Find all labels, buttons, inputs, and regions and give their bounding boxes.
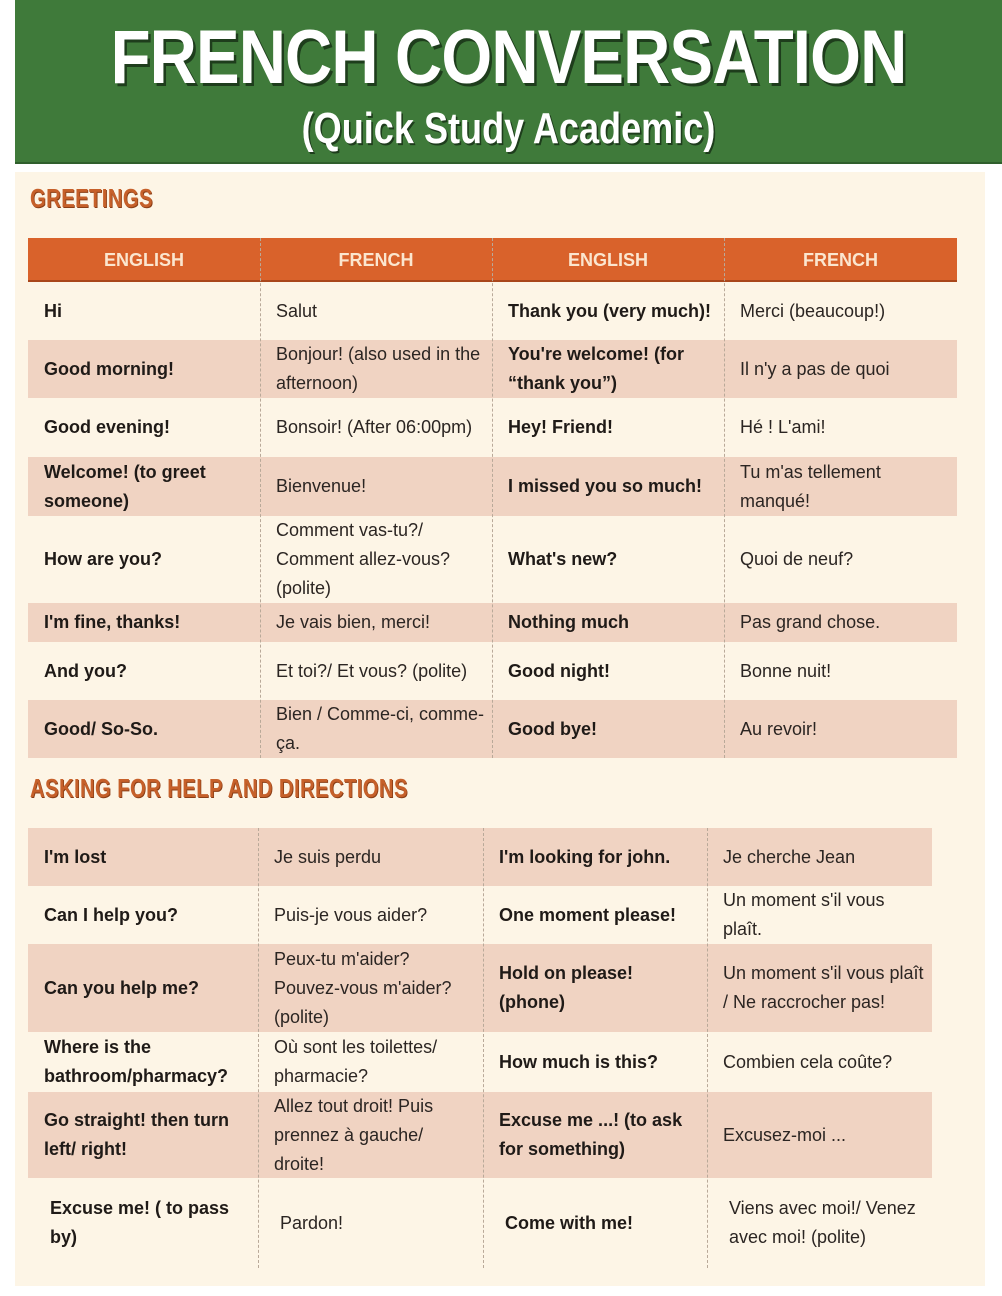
title-banner	[15, 0, 1002, 164]
french-phrase: Il n'y a pas de quoi	[740, 358, 890, 379]
english-phrase: Go straight! then turn left/ right!	[44, 1110, 229, 1159]
english-phrase: Can I help you?	[44, 904, 179, 925]
column-divider	[483, 828, 484, 1268]
english-phrase: Where is the bathroom/pharmacy?	[44, 1037, 229, 1086]
english-phrase: I'm looking for john.	[499, 846, 671, 867]
english-phrase: Good night!	[508, 660, 610, 681]
english-phrase: One moment please!	[499, 904, 677, 925]
french-phrase: Bonsoir! (After 06:00pm)	[276, 417, 473, 437]
page-title: FRENCH CONVERSATION	[110, 15, 907, 100]
french-phrase: Excusez-moi ...	[723, 1124, 847, 1145]
header-french-1: FRENCH	[338, 250, 414, 270]
english-phrase: Excuse me ...! (to ask for something)	[499, 1110, 683, 1159]
english-phrase: Good morning!	[44, 358, 174, 379]
english-phrase: I missed you so much!	[508, 476, 703, 496]
french-phrase: Combien cela coûte?	[723, 1051, 893, 1072]
greetings-table	[28, 238, 957, 758]
french-phrase: Un moment s'il vous plaît.	[723, 890, 885, 939]
english-phrase: Hey! Friend!	[508, 417, 614, 437]
english-phrase: I'm lost	[44, 846, 107, 867]
table-row	[28, 828, 932, 886]
french-phrase: Comment vas-tu?/ Comment allez-vous? (polite)	[276, 520, 451, 598]
column-divider	[707, 828, 708, 1268]
english-phrase: Thank you (very much)!	[508, 300, 712, 321]
french-phrase: Où sont les toilettes/ pharmacie?	[274, 1037, 438, 1086]
english-phrase: Good evening!	[44, 417, 170, 437]
french-phrase: Allez tout droit! Puis prennez à gauche/ droite!	[274, 1095, 434, 1174]
column-divider	[260, 238, 261, 758]
english-phrase: Hi	[44, 300, 62, 321]
french-phrase: Bien / Comme-ci, comme-ça.	[276, 704, 485, 753]
column-divider	[492, 238, 493, 758]
table-row	[28, 944, 932, 1032]
french-phrase: Tu m'as tellement manqué!	[740, 461, 881, 511]
column-divider	[724, 238, 725, 758]
french-phrase: Et toi?/ Et vous? (polite)	[276, 660, 468, 681]
column-divider	[258, 828, 259, 1268]
english-phrase: What's new?	[508, 549, 618, 569]
french-phrase: Merci (beaucoup!)	[740, 300, 886, 321]
french-phrase: Un moment s'il vous plaît / Ne raccrocher pas!	[723, 963, 924, 1012]
french-phrase: Hé ! L'ami!	[740, 417, 826, 437]
french-phrase: Bonjour! (also used in the afternoon)	[276, 344, 481, 393]
english-phrase: How are you?	[44, 549, 163, 569]
french-phrase: Je vais bien, merci!	[276, 612, 431, 632]
french-phrase: Bonne nuit!	[740, 660, 832, 681]
english-phrase: Can you help me?	[44, 977, 200, 998]
section-title-greetings: GREETINGS	[30, 183, 153, 213]
english-phrase: You're welcome! (for “thank you”)	[508, 344, 684, 393]
table-row	[28, 1092, 932, 1178]
english-phrase: And you?	[44, 660, 127, 681]
section-title-help: ASKING FOR HELP AND DIRECTIONS	[30, 773, 408, 803]
english-phrase: Welcome! (to greet someone)	[44, 461, 206, 511]
english-phrase: How much is this?	[499, 1051, 659, 1072]
page-subtitle: (Quick Study Academic)	[301, 104, 716, 153]
french-phrase: Pas grand chose.	[740, 612, 881, 632]
english-phrase: Excuse me! ( to pass by)	[50, 1198, 230, 1247]
table-row	[28, 1032, 932, 1092]
help-table	[28, 828, 932, 1268]
french-phrase: Peux-tu m'aider? Pouvez-vous m'aider? (polite)	[274, 948, 452, 1027]
french-phrase: Puis-je vous aider?	[274, 904, 428, 925]
french-phrase: Viens avec moi!/ Venez avec moi! (polite)	[729, 1198, 916, 1247]
french-phrase: Pardon!	[280, 1212, 344, 1233]
english-phrase: Come with me!	[505, 1212, 634, 1233]
french-phrase: Au revoir!	[740, 718, 818, 739]
english-phrase: I'm fine, thanks!	[44, 612, 181, 632]
french-phrase: Je suis perdu	[274, 846, 382, 867]
english-phrase: Hold on please! (phone)	[499, 963, 634, 1012]
header-french-2: FRENCH	[803, 250, 878, 270]
header-english-1: ENGLISH	[103, 250, 184, 270]
french-phrase: Bienvenue!	[276, 476, 367, 496]
french-phrase: Quoi de neuf?	[740, 549, 854, 569]
french-phrase: Salut	[276, 300, 318, 321]
french-phrase: Je cherche Jean	[723, 846, 856, 867]
english-phrase: Good/ So-So.	[44, 718, 158, 739]
table-row	[28, 1178, 932, 1268]
english-phrase: Nothing much	[508, 612, 629, 632]
table-row	[28, 886, 932, 944]
english-phrase: Good bye!	[508, 718, 597, 739]
header-english-2: ENGLISH	[567, 250, 648, 270]
